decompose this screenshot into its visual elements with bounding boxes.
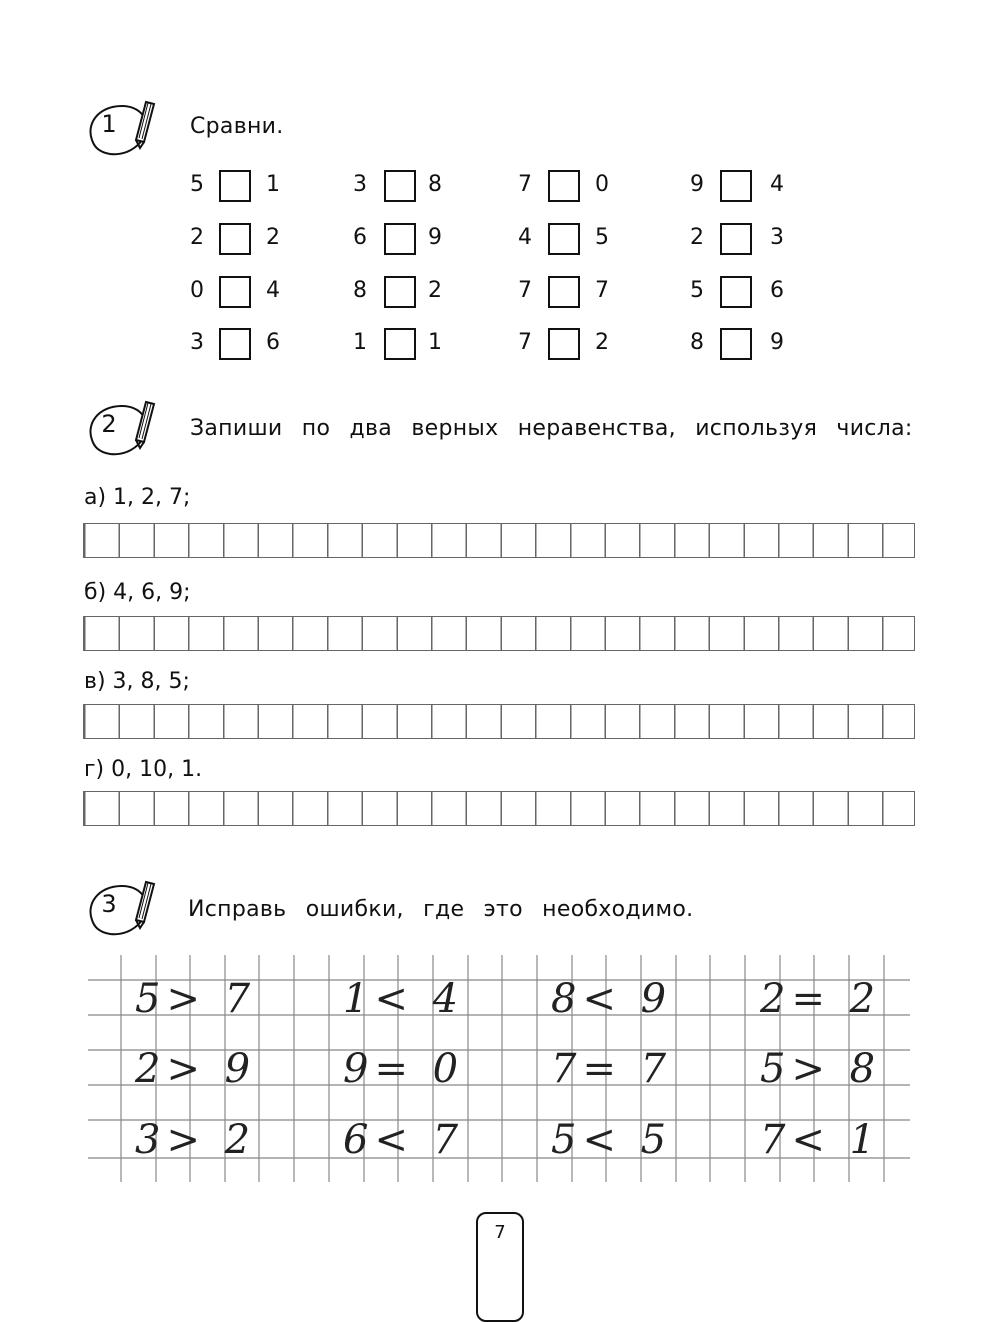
- task-number: 2: [101, 410, 117, 438]
- handwritten-expression: 7= 7: [551, 1046, 673, 1092]
- handwritten-expression: 7< 1: [760, 1117, 882, 1163]
- left-number: 3: [190, 330, 204, 355]
- right-number: 3: [770, 225, 784, 250]
- right-number: 2: [595, 330, 609, 355]
- handwritten-expression: 5< 5: [551, 1117, 673, 1163]
- left-number: 4: [518, 225, 532, 250]
- right-number: 7: [595, 278, 609, 303]
- answer-cells-g[interactable]: [83, 791, 915, 826]
- answer-box[interactable]: [219, 328, 251, 360]
- right-number: 1: [266, 172, 280, 197]
- item-label-a: а) 1, 2, 7;: [84, 485, 191, 510]
- right-number: 8: [428, 172, 442, 197]
- handwritten-expression: 5> 8: [760, 1046, 882, 1092]
- task-number: 3: [101, 890, 117, 918]
- handwritten-expression: 3> 2: [135, 1117, 257, 1163]
- left-number: 7: [518, 172, 532, 197]
- left-number: 8: [353, 278, 367, 303]
- left-number: 5: [190, 172, 204, 197]
- right-number: 4: [770, 172, 784, 197]
- left-number: 1: [353, 330, 367, 355]
- handwritten-expression: 9= 0: [343, 1046, 465, 1092]
- task-1-title: Сравни.: [190, 114, 284, 139]
- handwritten-expression: 6< 7: [343, 1117, 465, 1163]
- handwritten-expression: 5> 7: [135, 976, 257, 1022]
- handwritten-expression: 2> 9: [135, 1046, 257, 1092]
- answer-box[interactable]: [720, 328, 752, 360]
- right-number: 9: [770, 330, 784, 355]
- answer-box[interactable]: [720, 223, 752, 255]
- task-number: 1: [101, 110, 117, 138]
- task-2-badge: [84, 396, 164, 466]
- item-label-b: б) 4, 6, 9;: [84, 580, 191, 605]
- left-number: 8: [690, 330, 704, 355]
- item-label-v: в) 3, 8, 5;: [84, 669, 190, 694]
- left-number: 9: [690, 172, 704, 197]
- answer-box[interactable]: [720, 170, 752, 202]
- answer-box[interactable]: [384, 328, 416, 360]
- handwritten-expression: 8< 9: [551, 976, 673, 1022]
- answer-box[interactable]: [548, 223, 580, 255]
- answer-box[interactable]: [219, 170, 251, 202]
- page-number: 7: [494, 1222, 506, 1243]
- answer-box[interactable]: [384, 276, 416, 308]
- task-1-badge: [84, 96, 164, 166]
- right-number: 9: [428, 225, 442, 250]
- answer-cells-v[interactable]: [83, 704, 915, 739]
- answer-box[interactable]: [548, 328, 580, 360]
- answer-box[interactable]: [384, 170, 416, 202]
- right-number: 2: [266, 225, 280, 250]
- right-number: 2: [428, 278, 442, 303]
- answer-box[interactable]: [384, 223, 416, 255]
- task-2-title: Запиши по два верных неравенства, используя числа:: [190, 416, 913, 441]
- right-number: 6: [266, 330, 280, 355]
- page-number-tab: [476, 1212, 524, 1322]
- answer-box[interactable]: [548, 170, 580, 202]
- left-number: 3: [353, 172, 367, 197]
- handwritten-expression: 2= 2: [760, 976, 882, 1022]
- item-label-g: г) 0, 10, 1.: [84, 757, 203, 782]
- left-number: 2: [190, 225, 204, 250]
- left-number: 6: [353, 225, 367, 250]
- answer-box[interactable]: [720, 276, 752, 308]
- left-number: 5: [690, 278, 704, 303]
- left-number: 0: [190, 278, 204, 303]
- left-number: 2: [690, 225, 704, 250]
- left-number: 7: [518, 278, 532, 303]
- right-number: 6: [770, 278, 784, 303]
- answer-cells-b[interactable]: [83, 616, 915, 651]
- answer-box[interactable]: [219, 276, 251, 308]
- answer-box[interactable]: [548, 276, 580, 308]
- left-number: 7: [518, 330, 532, 355]
- right-number: 4: [266, 278, 280, 303]
- answer-box[interactable]: [219, 223, 251, 255]
- task-3-badge: [84, 876, 164, 946]
- right-number: 5: [595, 225, 609, 250]
- right-number: 0: [595, 172, 609, 197]
- answer-cells-a[interactable]: [83, 523, 915, 558]
- handwritten-expression: 1< 4: [343, 976, 465, 1022]
- task-3-title: Исправь ошибки, где это необходимо.: [188, 897, 694, 922]
- right-number: 1: [428, 330, 442, 355]
